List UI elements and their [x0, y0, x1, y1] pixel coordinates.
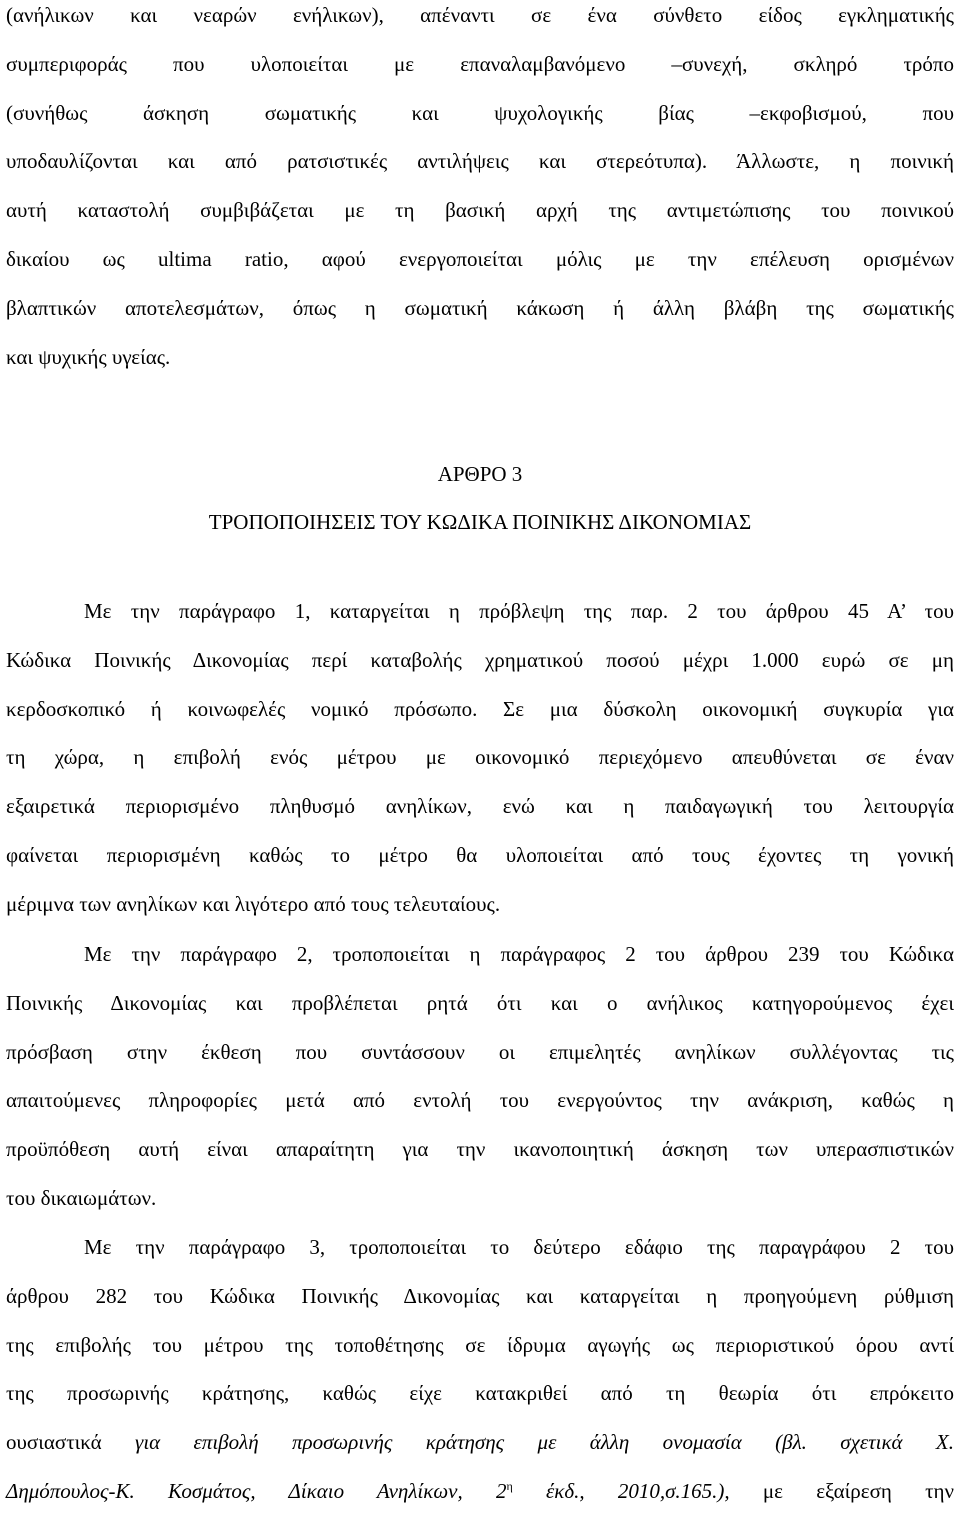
text-line: (ανήλικων και νεαρών ενήλικων), απέναντι σε ένα σύνθετο είδος εγκληματικής [6, 3, 954, 27]
text-line: Με την παράγραφο 2, τροποποιείται η παράγραφος 2 του άρθρου 239 του Κώδικα [84, 942, 954, 966]
text-line-mixed [6, 1427, 954, 1476]
text-line: μέριμνα των ανηλίκων και λιγότερο από τους τελευταίους. [6, 891, 501, 916]
text-line: άρθρου 282 του Κώδικα Ποινικής Δικονομίας και καταργείται η προηγούμενη ρύθμιση [6, 1283, 954, 1308]
text-run: ουσιαστικά [6, 1430, 102, 1455]
text-line: της επιβολής του μέτρου της τοποθέτησης σε ίδρυμα αγωγής ως περιοριστικού όρου αντί [6, 1332, 954, 1357]
text-line: υποδαυλίζονται και από ρατσιστικές αντιλήψεις και στερεότυπα). Άλλωστε, η ποινική [6, 149, 954, 174]
text-line: τη χώρα, η επιβολή ενός μέτρου με οικονομικό περιεχόμενο απευθύνεται σε έναν [6, 745, 954, 770]
text-line: φαίνεται περιορισμένη καθώς το μέτρο θα υλοποιείται από τους έχοντες τη γονική [6, 842, 954, 867]
text-line: εξαιρετικά περιορισμένο πληθυσμό ανηλίκων, ενώ και η παιδαγωγική του λειτουργία [6, 794, 954, 819]
superscript: η [506, 1478, 513, 1493]
text-line: απαιτούμενες πληροφορίες μετά από εντολή του ενεργούντος την ανάκριση, καθώς η [6, 1088, 954, 1113]
article-title-block [6, 507, 954, 537]
citation-text: για επιβολή προσωρινής κράτησης με άλλη ονομασία (βλ. σχετικά Χ. [135, 1430, 955, 1455]
text-line: Με την παράγραφο 1, καταργείται η πρόβλεψη της παρ. 2 του άρθρου 45 Α’ του [84, 599, 954, 623]
text-line: αυτή καταστολή συμβιβάζεται με τη βασική αρχή της αντιμετώπισης του ποινικού [6, 198, 954, 223]
text-line: Με την παράγραφο 3, τροποποιείται το δεύτερο εδάφιο της παραγράφου 2 του [84, 1235, 954, 1259]
text-line: πρόσβαση στην έκθεση που συντάσσουν οι επιμελητές ανηλίκων συλλέγοντας τις [6, 1039, 954, 1064]
text-line: της προσωρινής κράτησης, καθώς είχε κατακριθεί από τη θεωρία ότι επρόκειτο [6, 1381, 954, 1406]
text-line: βλαπτικών αποτελεσμάτων, όπως η σωματική κάκωση ή άλλη βλάβη της σωματικής [6, 295, 954, 320]
article-number: ΑΡΘΡΟ 3 [437, 462, 523, 486]
text-line: του δικαιωμάτων. [6, 1185, 157, 1210]
text-line: Κώδικα Ποινικής Δικονομίας περί καταβολής χρηματικού ποσού μέχρι 1.000 ευρώ σε μη [6, 647, 954, 672]
citation-text: έκδ., 2010,σ.165.), [545, 1478, 730, 1503]
article-title: ΤΡΟΠΟΠΟΙΗΣΕΙΣ ΤΟΥ ΚΩΔΙΚΑ ΠΟΙΝΙΚΗΣ ΔΙΚΟΝΟΜΙΑΣ [208, 510, 752, 534]
text-line: συμπεριφοράς που υλοποιείται με επαναλαμβανόμενο –συνεχή, σκληρό τρόπο [6, 51, 954, 76]
text-line: δικαίου ως ultima ratio, αφού ενεργοποιείται μόλις με την επέλευση ορισμένων [6, 246, 954, 271]
paragraph-4 [6, 1232, 954, 1525]
text-line-mixed [6, 1476, 954, 1525]
citation-text: Δημόπουλος-Κ. Κοσμάτος, Δίκαιο Ανηλίκων, 2 [6, 1478, 507, 1503]
paragraph-2 [6, 596, 954, 938]
text-line: Ποινικής Δικονομίας και προβλέπεται ρητά ότι και ο ανήλικος κατηγορούμενος έχει [6, 990, 954, 1015]
article-heading [6, 459, 954, 489]
text-line: προϋπόθεση αυτή είναι απαραίτητη για την ικανοποιητική άσκηση των υπερασπιστικών [6, 1137, 954, 1162]
text-line: και ψυχικής υγείας. [6, 344, 171, 369]
text-run: με εξαίρεση την [762, 1478, 955, 1503]
paragraph-1 [6, 0, 954, 390]
text-line: (συνήθως άσκηση σωματικής και ψυχολογικής βίας –εκφοβισμού, που [6, 100, 954, 125]
text-line: κερδοσκοπικό ή κοινωφελές νομικό πρόσωπο. Σε μια δύσκολη οικονομική συγκυρία για [6, 696, 954, 721]
paragraph-3 [6, 939, 954, 1232]
